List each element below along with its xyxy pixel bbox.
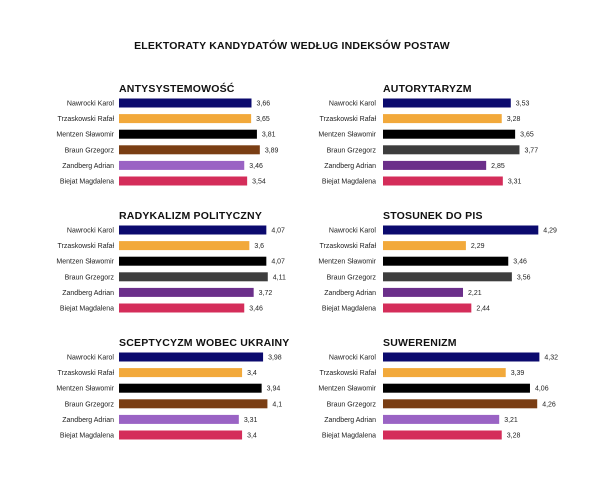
- data-label: 4,07: [271, 227, 285, 235]
- bar: [383, 415, 499, 424]
- data-label: 3,53: [515, 100, 530, 108]
- bar: [383, 399, 537, 408]
- data-label: 4,26: [542, 401, 556, 409]
- data-label: 3,77: [524, 147, 539, 155]
- bar: [383, 226, 538, 235]
- category-label: Mentzen Sławomir: [56, 131, 114, 139]
- category-label: Biejat Magdalena: [321, 178, 376, 186]
- data-label: 4,32: [544, 354, 559, 362]
- data-label: 4,07: [271, 258, 285, 266]
- panel-title: STOSUNEK DO PIS: [383, 210, 483, 222]
- bar: [119, 304, 244, 313]
- bar: [119, 130, 257, 139]
- panel-5: [56, 337, 289, 440]
- data-label: 2,29: [470, 243, 485, 251]
- bar: [119, 272, 268, 281]
- category-label: Nawrocki Karol: [328, 354, 376, 362]
- data-label: 3,46: [249, 305, 263, 313]
- bar: [119, 145, 260, 154]
- data-label: 3,65: [520, 131, 534, 139]
- data-label: 3,94: [266, 385, 281, 393]
- category-label: Nawrocki Karol: [66, 100, 114, 108]
- data-label: 4,29: [543, 227, 557, 235]
- panel-title: RADYKALIZM POLITYCZNY: [119, 210, 263, 222]
- category-label: Nawrocki Karol: [328, 227, 376, 235]
- category-label: Trzaskowski Rafał: [57, 370, 114, 378]
- data-label: 3,6: [254, 243, 265, 251]
- data-label: 3,4: [247, 370, 257, 378]
- panel-6: [318, 337, 558, 440]
- data-label: 3,31: [243, 416, 258, 424]
- bar: [383, 304, 471, 313]
- category-label: Trzaskowski Rafał: [319, 243, 376, 251]
- bar: [119, 257, 266, 266]
- data-label: 3,31: [507, 178, 522, 186]
- data-label: 3,65: [256, 116, 270, 124]
- data-label: 4,1: [272, 401, 283, 409]
- category-label: Braun Grzegorz: [326, 274, 376, 282]
- bar: [383, 257, 508, 266]
- bar: [119, 241, 249, 250]
- bar: [119, 384, 262, 393]
- data-label: 3,4: [247, 432, 257, 440]
- panel-title: ANTYSYSTEMOWOŚĆ: [119, 83, 235, 95]
- data-label: 3,28: [506, 432, 521, 440]
- bar: [119, 177, 247, 186]
- bar: [383, 384, 530, 393]
- data-label: 3,98: [268, 354, 282, 362]
- data-label: 3,72: [258, 289, 273, 297]
- category-label: Braun Grzegorz: [326, 401, 376, 409]
- category-label: Nawrocki Karol: [66, 354, 114, 362]
- bar: [119, 415, 239, 424]
- category-label: Mentzen Sławomir: [318, 385, 376, 393]
- category-label: Nawrocki Karol: [328, 100, 376, 108]
- category-label: Zandberg Adrian: [324, 289, 376, 297]
- data-label: 3,54: [252, 178, 266, 186]
- bar: [119, 114, 251, 123]
- category-label: Trzaskowski Rafał: [319, 370, 376, 378]
- panel-4: [318, 210, 557, 313]
- bar: [383, 130, 515, 139]
- category-label: Braun Grzegorz: [64, 274, 114, 282]
- category-label: Mentzen Sławomir: [318, 258, 376, 266]
- panel-title: SUWERENIZM: [383, 337, 457, 349]
- bar: [383, 288, 463, 297]
- bar: [383, 241, 466, 250]
- data-label: 2,44: [476, 305, 490, 313]
- bar: [383, 145, 519, 154]
- category-label: Zandberg Adrian: [62, 289, 114, 297]
- bar: [383, 99, 511, 108]
- category-label: Braun Grzegorz: [64, 147, 114, 155]
- category-label: Mentzen Sławomir: [318, 131, 376, 139]
- category-label: Biejat Magdalena: [321, 305, 376, 313]
- category-label: Zandberg Adrian: [324, 416, 376, 424]
- category-label: Mentzen Sławomir: [56, 258, 114, 266]
- figure-title: ELEKTORATY KANDYDATÓW WEDŁUG INDEKSÓW POSTAW: [134, 40, 450, 52]
- category-label: Mentzen Sławomir: [56, 385, 114, 393]
- data-label: 2,85: [491, 162, 505, 170]
- category-label: Biejat Magdalena: [321, 432, 376, 440]
- category-label: Braun Grzegorz: [326, 147, 376, 155]
- category-label: Zandberg Adrian: [62, 162, 114, 170]
- data-label: 3,21: [504, 416, 518, 424]
- data-label: 3,66: [256, 100, 271, 108]
- category-label: Trzaskowski Rafał: [57, 116, 114, 124]
- panel-title: AUTORYTARYZM: [383, 83, 472, 95]
- data-label: 3,46: [513, 258, 527, 266]
- category-label: Biejat Magdalena: [59, 432, 114, 440]
- bar: [119, 226, 266, 235]
- bar: [119, 353, 263, 362]
- bar: [383, 114, 502, 123]
- category-label: Trzaskowski Rafał: [319, 116, 376, 124]
- data-label: 3,39: [510, 370, 525, 378]
- category-label: Braun Grzegorz: [64, 401, 114, 409]
- bar: [119, 288, 254, 297]
- panel-3: [56, 210, 286, 313]
- bar: [119, 399, 267, 408]
- category-label: Zandberg Adrian: [324, 162, 376, 170]
- panel-1: [56, 82, 278, 186]
- data-label: 3,28: [506, 116, 521, 124]
- data-label: 3,89: [264, 147, 279, 155]
- data-label: 3,56: [516, 274, 531, 282]
- panel-title: SCEPTYCYZM WOBEC UKRAINY: [119, 337, 290, 349]
- category-label: Trzaskowski Rafał: [57, 243, 114, 251]
- data-label: 4,11: [272, 274, 286, 282]
- bar: [383, 272, 512, 281]
- data-label: 2,21: [468, 289, 482, 297]
- bar: [383, 177, 503, 186]
- data-label: 4,06: [534, 385, 549, 393]
- bar: [119, 368, 242, 377]
- data-label: 3,46: [249, 162, 263, 170]
- panel-2: [318, 83, 538, 186]
- bar: [383, 161, 486, 170]
- bar: [119, 431, 242, 440]
- category-label: Nawrocki Karol: [66, 227, 114, 235]
- bar: [119, 161, 244, 170]
- bar: [383, 353, 539, 362]
- category-label: Biejat Magdalena: [59, 305, 114, 313]
- bar: [383, 368, 506, 377]
- category-label: Zandberg Adrian: [62, 416, 114, 424]
- bar: [119, 99, 251, 108]
- bar: [383, 431, 502, 440]
- category-label: Biejat Magdalena: [59, 178, 114, 186]
- data-label: 3,81: [261, 131, 276, 139]
